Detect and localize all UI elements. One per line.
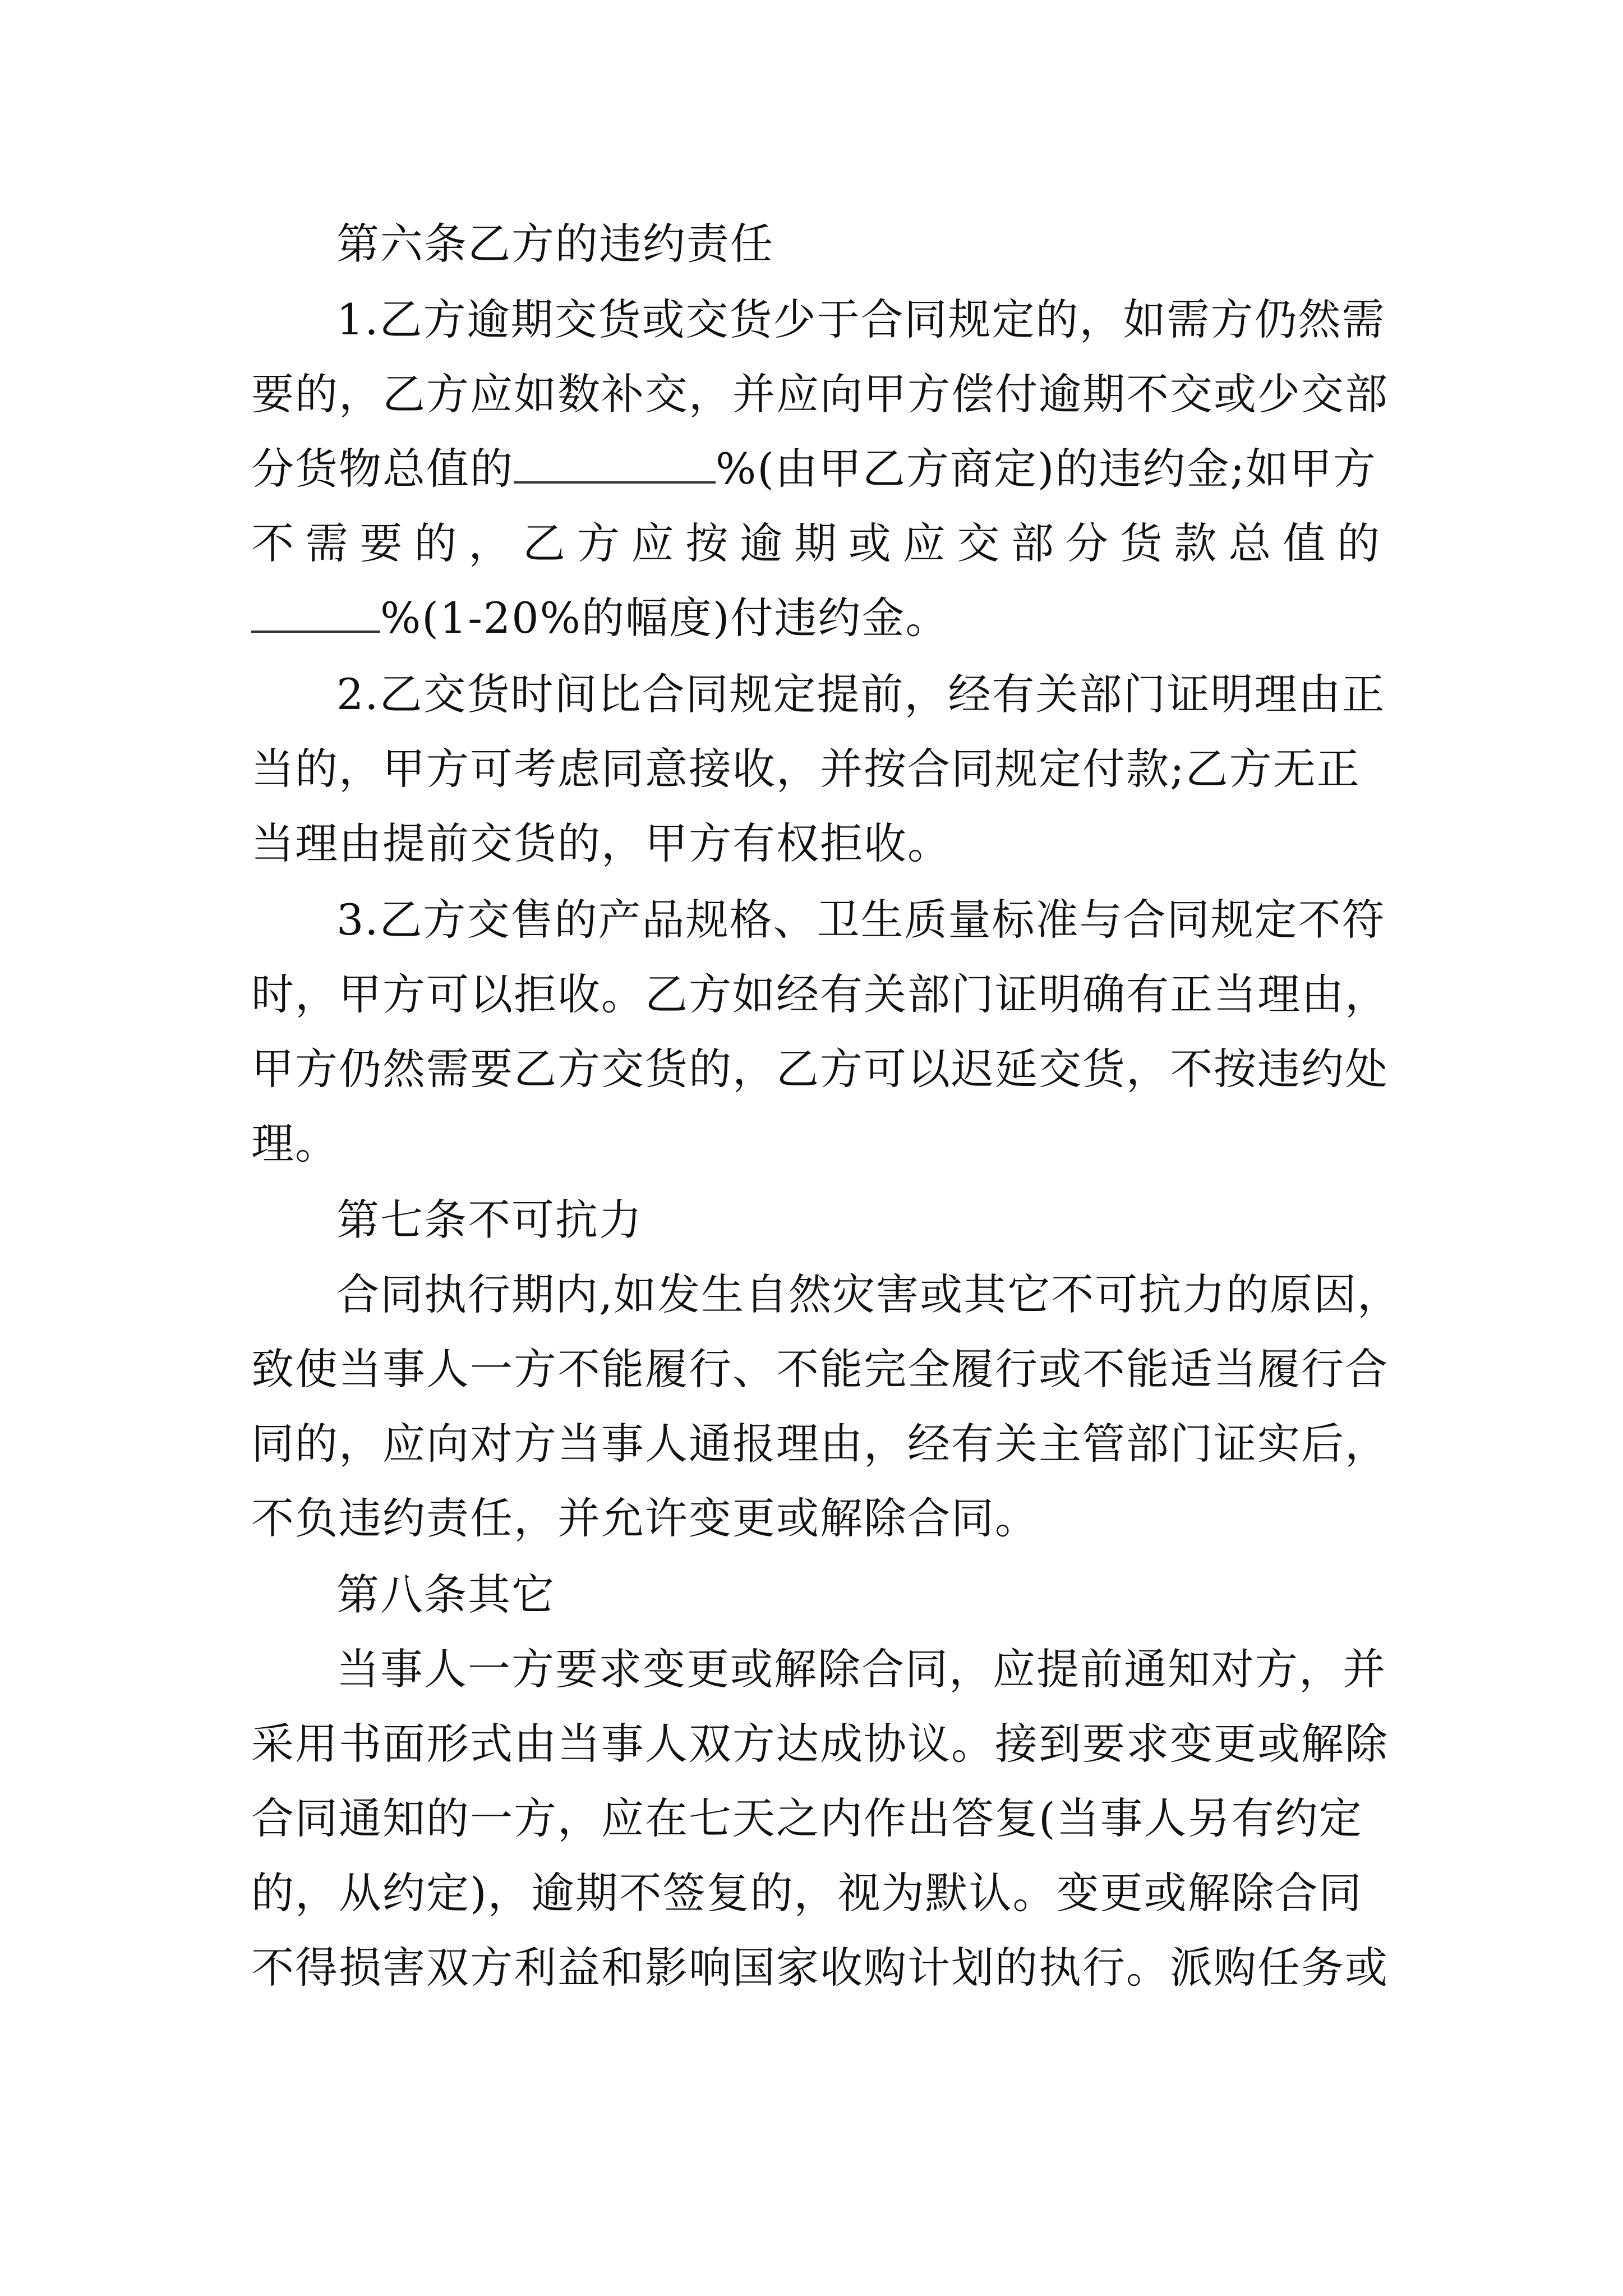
article6-p1-line4-char: 不	[251, 518, 295, 568]
article6-p1-line4	[251, 516, 1381, 572]
article6-p1-line4-char: 要	[359, 518, 404, 568]
article6-p1-line4-char: 需	[305, 518, 349, 568]
article8-line5: 不得损害双方利益和影响国家收购计划的执行。派购任务或	[251, 1943, 1389, 1993]
article6-p1-line3-text-a: 分货物总值的	[251, 444, 514, 494]
article6-p1-line4-char: 方	[577, 518, 621, 568]
article6-p1-line4-char: 逾	[740, 518, 784, 568]
article6-p1-line4-char: 乙	[522, 518, 566, 568]
article6-p1-line4-char: 的	[414, 518, 458, 568]
article6-p3-line4: 理。	[251, 1119, 339, 1168]
article6-p1-line4-char: 期	[794, 518, 838, 568]
article6-p1-line4-char: 部	[1011, 518, 1055, 568]
article6-p1-line4-char: 货	[1119, 518, 1164, 568]
article8-line2: 采用书面形式由当事人双方达成协议。接到要求变更或解除	[251, 1719, 1389, 1769]
article6-p1-line4-char: 交	[957, 518, 1001, 568]
article7-line1: 合同执行期内,如发生自然灾害或其它不可抗力的原因，	[336, 1269, 1401, 1319]
article6-p1-line1: 1.乙方逾期交货或交货少于合同规定的，如需方仍然需	[336, 295, 1386, 344]
article6-p2-line2: 当的，甲方可考虑同意接收，并按合同规定付款;乙方无正	[251, 744, 1361, 794]
article6-p1-line4-char: 分	[1065, 518, 1109, 568]
article8-line3: 合同通知的一方，应在七天之内作出答复(当事人另有约定	[251, 1793, 1363, 1843]
article7-heading: 第七条不可抗力	[336, 1195, 643, 1245]
article6-heading: 第六条乙方的违约责任	[336, 219, 774, 269]
article6-p1-line2: 要的，乙方应如数补交，并应向甲方偿付逾期不交或少交部	[251, 369, 1389, 419]
article7-line3: 同的，应向对方当事人通报理由，经有关主管部门证实后，	[251, 1419, 1389, 1469]
article6-p1-line3-text-b: %(由甲乙方商定)的违约金;如甲方	[716, 444, 1377, 494]
article8-heading: 第八条其它	[336, 1570, 555, 1619]
percentage-blank-field	[251, 598, 380, 633]
article6-p1-line4-char: 应	[902, 518, 947, 568]
article7-line2: 致使当事人一方不能履行、不能完全履行或不能适当履行合	[251, 1344, 1389, 1394]
article6-p1-line4-char: 或	[848, 518, 892, 568]
article6-p3-line2: 时，甲方可以拒收。乙方如经有关部门证明确有正当理由，	[251, 969, 1389, 1019]
article8-line1: 当事人一方要求变更或解除合同，应提前通知对方，并	[336, 1644, 1386, 1694]
percentage-blank-field	[514, 449, 716, 484]
article6-p1-line3	[251, 441, 1377, 497]
article6-p2-line3: 当理由提前交货的，甲方有权拒收。	[251, 818, 951, 868]
article8-line4: 的，从约定)，逾期不签复的，视为默认。变更或解除合同	[251, 1868, 1363, 1918]
article6-p1-line4-char: 总	[1228, 518, 1272, 568]
article6-p3-line3: 甲方仍然需要乙方交货的，乙方可以迟延交货，不按违约处	[251, 1044, 1389, 1094]
article6-p1-line4-char: 款	[1174, 518, 1218, 568]
article6-p1-line4-char: 应	[631, 518, 675, 568]
article6-p1-line5-text: %(1-20%的幅度)付违约金。	[380, 593, 949, 643]
article6-p1-line4-char: 值	[1283, 518, 1327, 568]
article6-p1-line4-char: 按	[685, 518, 730, 568]
article6-p1-line5	[251, 590, 949, 646]
article6-p1-line4-char: 的	[1336, 518, 1381, 568]
article6-p3-line1: 3.乙方交售的产品规格、卫生质量标准与合同规定不符	[336, 895, 1386, 945]
article6-p2-line1: 2.乙交货时间比合同规定提前，经有关部门证明理由正	[336, 669, 1386, 719]
article7-line4: 不负违约责任，并允许变更或解除合同。	[251, 1493, 1039, 1543]
article6-p1-line4-char: ，	[468, 518, 513, 568]
